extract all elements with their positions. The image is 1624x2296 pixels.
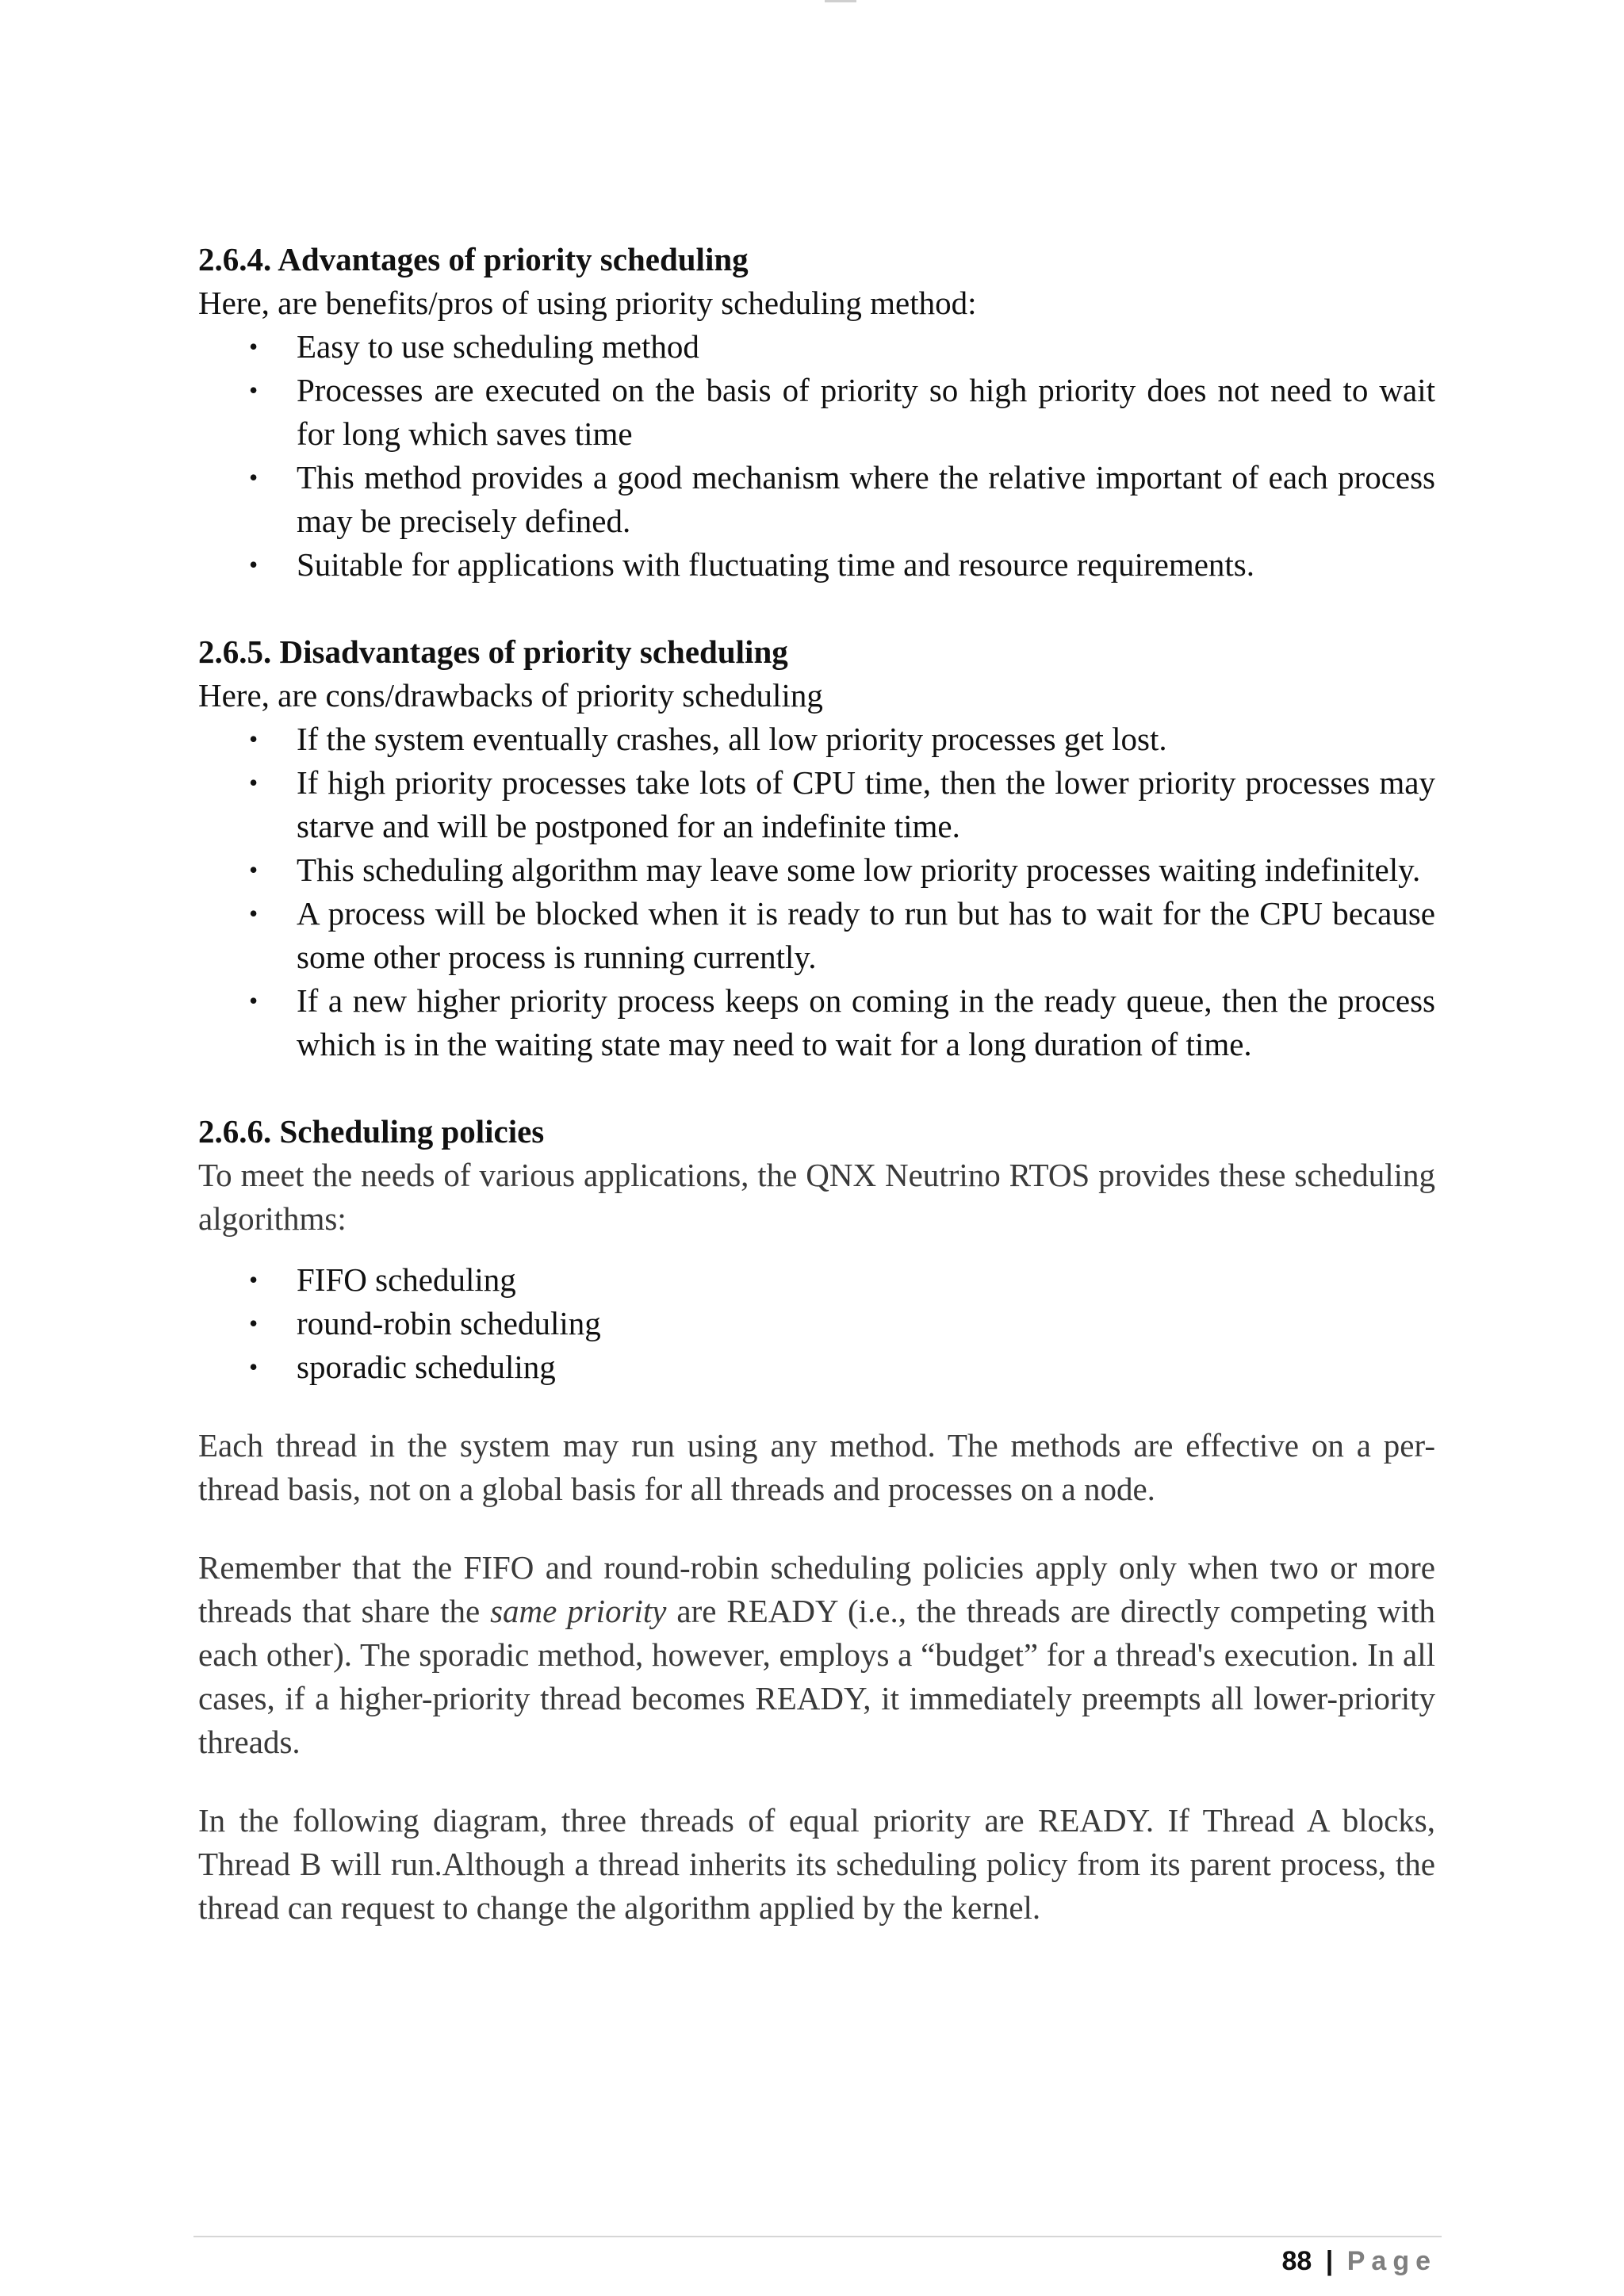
paragraph-thread-methods: Each thread in the system may run using any method. The methods are effective on a per-thread basis, not on a global basis for all threads and processes on a node. [198, 1427, 1435, 1507]
bullet-icon: • [249, 855, 259, 884]
policies-list [198, 1258, 1435, 1389]
list-item-text: Easy to use scheduling method [297, 328, 699, 365]
bullet-icon: • [249, 376, 259, 404]
paragraph-text: Remember that the FIFO and round-robin scheduling policies apply only when two or more threads that share the [198, 1549, 1435, 1629]
list-item-text: If the system eventually crashes, all low priority processes get lost. [297, 721, 1167, 757]
list-item [198, 718, 1435, 761]
list-item-text: This scheduling algorithm may leave some low priority processes waiting indefinitely. [297, 851, 1421, 888]
advantages-list [198, 325, 1435, 587]
footer-separator: | [1325, 2246, 1334, 2276]
list-item [198, 1302, 1435, 1345]
list-item [198, 369, 1435, 456]
disadvantages-list [198, 718, 1435, 1066]
list-item [198, 456, 1435, 543]
list-item [198, 979, 1435, 1066]
list-item-text: If high priority processes take lots of CPU time, then the lower priority processes may starve and will be postponed for an indefinite time. [297, 764, 1435, 844]
section-heading-disadvantages: 2.6.5. Disadvantages of priority scheduling [198, 633, 788, 670]
section-heading-policies: 2.6.6. Scheduling policies [198, 1113, 545, 1150]
bullet-icon: • [249, 725, 259, 753]
list-item [198, 325, 1435, 369]
list-item-text: A process will be blocked when it is ready to run but has to wait for the CPU because some other process is running currently. [297, 895, 1435, 975]
bullet-icon: • [249, 1309, 259, 1337]
list-item [198, 892, 1435, 979]
list-item-text: Processes are executed on the basis of priority so high priority does not need to wait for long which saves time [297, 372, 1435, 452]
list-item-text: round-robin scheduling [297, 1305, 601, 1341]
list-item-text: sporadic scheduling [297, 1349, 556, 1385]
list-item [198, 848, 1435, 892]
bullet-icon: • [249, 332, 259, 361]
list-item [198, 761, 1435, 848]
emphasis-same-priority: same priority [490, 1593, 667, 1629]
list-item-text: This method provides a good mechanism where the relative important of each process may be precisely defined. [297, 459, 1435, 539]
page-footer [1281, 2244, 1437, 2279]
bullet-icon: • [249, 986, 259, 1015]
list-item [198, 543, 1435, 587]
list-item-text: If a new higher priority process keeps on coming in the ready queue, then the process which is in the waiting state may need to wait for a long duration of time. [297, 982, 1435, 1062]
top-edge-mark [825, 0, 856, 2]
list-item-text: Suitable for applications with fluctuating time and resource requirements. [297, 546, 1254, 583]
section-intro-advantages: Here, are benefits/pros of using priority scheduling method: [198, 285, 977, 321]
paragraph-fifo-round-robin [198, 1546, 1435, 1764]
paragraph-text: are READY (i.e., the threads are directly competing with each other). The sporadic method, however, employs a “budget” for a thread's execution. In all cases, if a higher-priority thread becomes READY, it immediately preempts all lower-priority threads. [198, 1593, 1436, 1760]
bullet-icon: • [249, 1265, 259, 1294]
bullet-icon: • [249, 768, 259, 797]
bullet-icon: • [249, 899, 259, 928]
section-intro-disadvantages: Here, are cons/drawbacks of priority scheduling [198, 677, 823, 714]
footer-divider [193, 2236, 1442, 2237]
page-number: 88 [1281, 2246, 1312, 2276]
list-item [198, 1258, 1435, 1302]
section-heading-advantages: 2.6.4. Advantages of priority scheduling [198, 241, 749, 277]
list-item [198, 1345, 1435, 1389]
page-content [198, 238, 1435, 1930]
bullet-icon: • [249, 1353, 259, 1381]
bullet-icon: • [249, 550, 259, 579]
bullet-icon: • [249, 463, 259, 492]
paragraph-diagram-intro: In the following diagram, three threads of equal priority are READY. If Thread A blocks, Thread B will run.Although a thread inherits its scheduling policy from its parent process, the thread can request to change the algorithm applied by the kernel. [198, 1802, 1435, 1926]
section-intro-policies: To meet the needs of various applications, the QNX Neutrino RTOS provides these scheduling algorithms: [198, 1157, 1435, 1237]
page-label: Page [1346, 2246, 1437, 2276]
list-item-text: FIFO scheduling [297, 1261, 516, 1298]
